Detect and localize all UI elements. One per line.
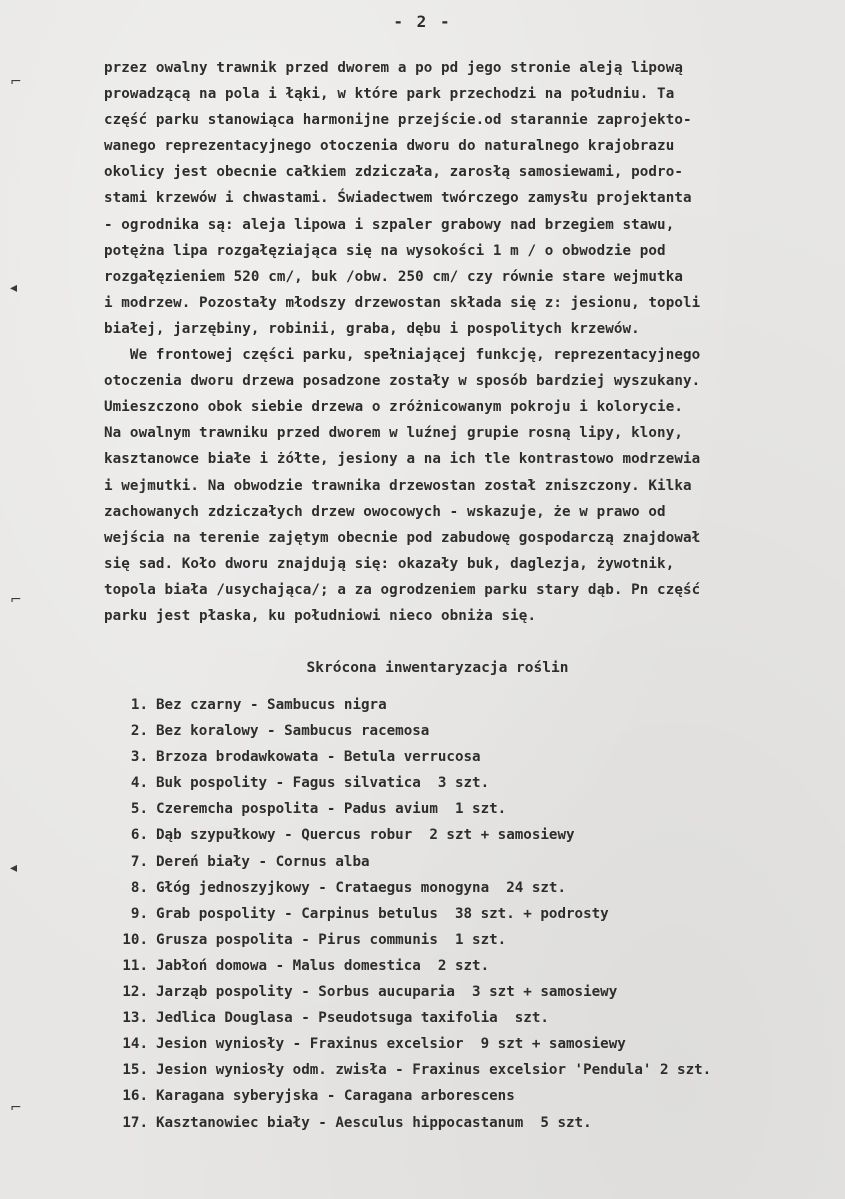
- list-item-number: 2.: [130, 723, 148, 740]
- text-line: prowadzącą na pola i łąki, w które park przechodzi na południu. Ta: [104, 86, 675, 103]
- list-item-text: Jedlica Douglasa - Pseudotsuga taxifolia szt.: [156, 1010, 549, 1027]
- text-line: We frontowej części parku, spełniającej funkcję, reprezentacyjnego: [104, 347, 701, 364]
- text-line: otoczenia dworu drzewa posadzone zostały w sposób bardziej wyszukany.: [104, 373, 701, 390]
- text-line: i modrzew. Pozostały młodszy drzewostan składa się z: jesionu, topoli: [104, 294, 701, 311]
- text-line: Umieszczono obok siebie drzewa o zróżnicowanym pokroju i kolorycie.: [104, 399, 683, 416]
- list-item-number: 6.: [130, 827, 148, 844]
- text-line: część parku stanowiąca harmonijne przejście.od starannie zaprojekto-: [104, 112, 692, 129]
- list-item-text: Karagana syberyjska - Caragana arborescens: [156, 1088, 515, 1105]
- list-item-text: Dąb szypułkowy - Quercus robur 2 szt + samosiewy: [156, 827, 575, 844]
- list-item-number: 9.: [130, 905, 148, 922]
- section-heading: [0, 660, 845, 676]
- list-item-text: Buk pospolity - Fagus silvatica 3 szt.: [156, 775, 490, 792]
- list-item-number: 14.: [122, 1036, 148, 1053]
- list-item-text: Grab pospolity - Carpinus betulus 38 szt. + podrosty: [156, 905, 609, 922]
- list-item: [104, 1110, 844, 1136]
- list-item-text: Jabłoń domowa - Malus domestica 2 szt.: [156, 957, 490, 974]
- list-item: [104, 927, 844, 953]
- list-item-text: Brzoza brodawkowata - Betula verrucosa: [156, 749, 481, 766]
- list-item-number: 7.: [130, 853, 148, 870]
- list-item-text: Kasztanowiec biały - Aesculus hippocastanum 5 szt.: [156, 1114, 592, 1131]
- list-item-number: 16.: [122, 1088, 148, 1105]
- list-item-number: 17.: [122, 1114, 148, 1131]
- list-item: [104, 822, 844, 848]
- list-item: [104, 744, 844, 770]
- list-item: [104, 953, 844, 979]
- list-item: [104, 901, 844, 927]
- text-line: stami krzewów i chwastami. Świadectwem twórczego zamysłu projektanta: [104, 190, 692, 207]
- list-item: [104, 1057, 844, 1083]
- page-number: - 2 -: [393, 12, 452, 31]
- text-line: kasztanowce białe i żółte, jesiony a na ich tle kontrastowo modrzewia: [104, 451, 701, 468]
- list-item-text: Głóg jednoszyjkowy - Crataegus monogyna 24 szt.: [156, 879, 566, 896]
- text-line: potężna lipa rozgałęziająca się na wysokości 1 m / o obwodzie pod: [104, 242, 666, 259]
- list-item-number: 10.: [122, 931, 148, 948]
- list-item: [104, 718, 844, 744]
- text-line: - ogrodnika są: aleja lipowa i szpaler grabowy nad brzegiem stawu,: [104, 216, 675, 233]
- list-item-text: Czeremcha pospolita - Padus avium 1 szt.: [156, 801, 507, 818]
- binding-mark-icon: ⌐: [10, 74, 22, 90]
- list-item-number: 11.: [122, 957, 148, 974]
- list-item: [104, 796, 844, 822]
- list-item-text: Grusza pospolita - Pirus communis 1 szt.: [156, 931, 507, 948]
- list-item: [104, 979, 844, 1005]
- text-line: białej, jarzębiny, robinii, graba, dębu i pospolitych krzewów.: [104, 320, 640, 337]
- binding-mark-icon: ⌐: [10, 1100, 22, 1116]
- text-line: topola biała /usychająca/; a za ogrodzeniem parku stary dąb. Pn część: [104, 581, 701, 598]
- plant-inventory-list: [104, 692, 844, 1136]
- text-line: przez owalny trawnik przed dworem a po pd jego stronie aleją lipową: [104, 60, 683, 76]
- list-item-number: 13.: [122, 1010, 148, 1027]
- list-item-number: 8.: [130, 879, 148, 896]
- list-item: [104, 1083, 844, 1109]
- list-item: [104, 1005, 844, 1031]
- list-item-text: Bez koralowy - Sambucus racemosa: [156, 723, 430, 740]
- text-line: się sad. Koło dworu znajdują się: okazały buk, daglezja, żywotnik,: [104, 555, 675, 572]
- text-line: parku jest płaska, ku południowi nieco obniża się.: [104, 607, 537, 624]
- list-item-text: Jarząb pospolity - Sorbus aucuparia 3 szt + samosiewy: [156, 984, 618, 1001]
- list-item-text: Bez czarny - Sambucus nigra: [156, 697, 387, 713]
- binding-mark-icon: ◂: [10, 860, 18, 876]
- text-line: Na owalnym trawniku przed dworem w luźnej grupie rosną lipy, klony,: [104, 425, 683, 442]
- list-item-number: 5.: [130, 801, 148, 818]
- list-item: [104, 1031, 844, 1057]
- list-item-number: 12.: [122, 984, 148, 1001]
- text-line: okolicy jest obecnie całkiem zdziczała, zarosłą samosiewami, podro-: [104, 164, 683, 181]
- binding-mark-icon: ◂: [10, 280, 18, 296]
- list-item-text: Jesion wyniosły odm. zwisła - Fraxinus excelsior 'Pendula' 2 szt.: [156, 1062, 712, 1079]
- text-line: rozgałęzieniem 520 cm/, buk /obw. 250 cm/ czy równie stare wejmutka: [104, 268, 683, 285]
- list-item-text: Dereń biały - Cornus alba: [156, 853, 370, 870]
- section-heading-text: Skrócona inwentaryzacja roślin: [306, 660, 569, 676]
- body-paragraph: [104, 55, 844, 629]
- list-item-text: Jesion wyniosły - Fraxinus excelsior 9 szt + samosiewy: [156, 1036, 626, 1053]
- text-line: wanego reprezentacyjnego otoczenia dworu do naturalnego krajobrazu: [104, 138, 675, 155]
- text-line: i wejmutki. Na obwodzie trawnika drzewostan został zniszczony. Kilka: [104, 477, 692, 494]
- text-line: wejścia na terenie zajętym obecnie pod zabudowę gospodarczą znajdował: [104, 529, 701, 546]
- list-item-number: 15.: [122, 1062, 148, 1079]
- list-item: [104, 849, 844, 875]
- list-item: [104, 692, 844, 718]
- list-item-number: 3.: [130, 749, 148, 766]
- text-line: zachowanych zdziczałych drzew owocowych - wskazuje, że w prawo od: [104, 503, 666, 520]
- list-item: [104, 875, 844, 901]
- list-item-number: 1.: [130, 697, 148, 713]
- list-item: [104, 770, 844, 796]
- binding-mark-icon: ⌐: [10, 592, 22, 608]
- list-item-number: 4.: [130, 775, 148, 792]
